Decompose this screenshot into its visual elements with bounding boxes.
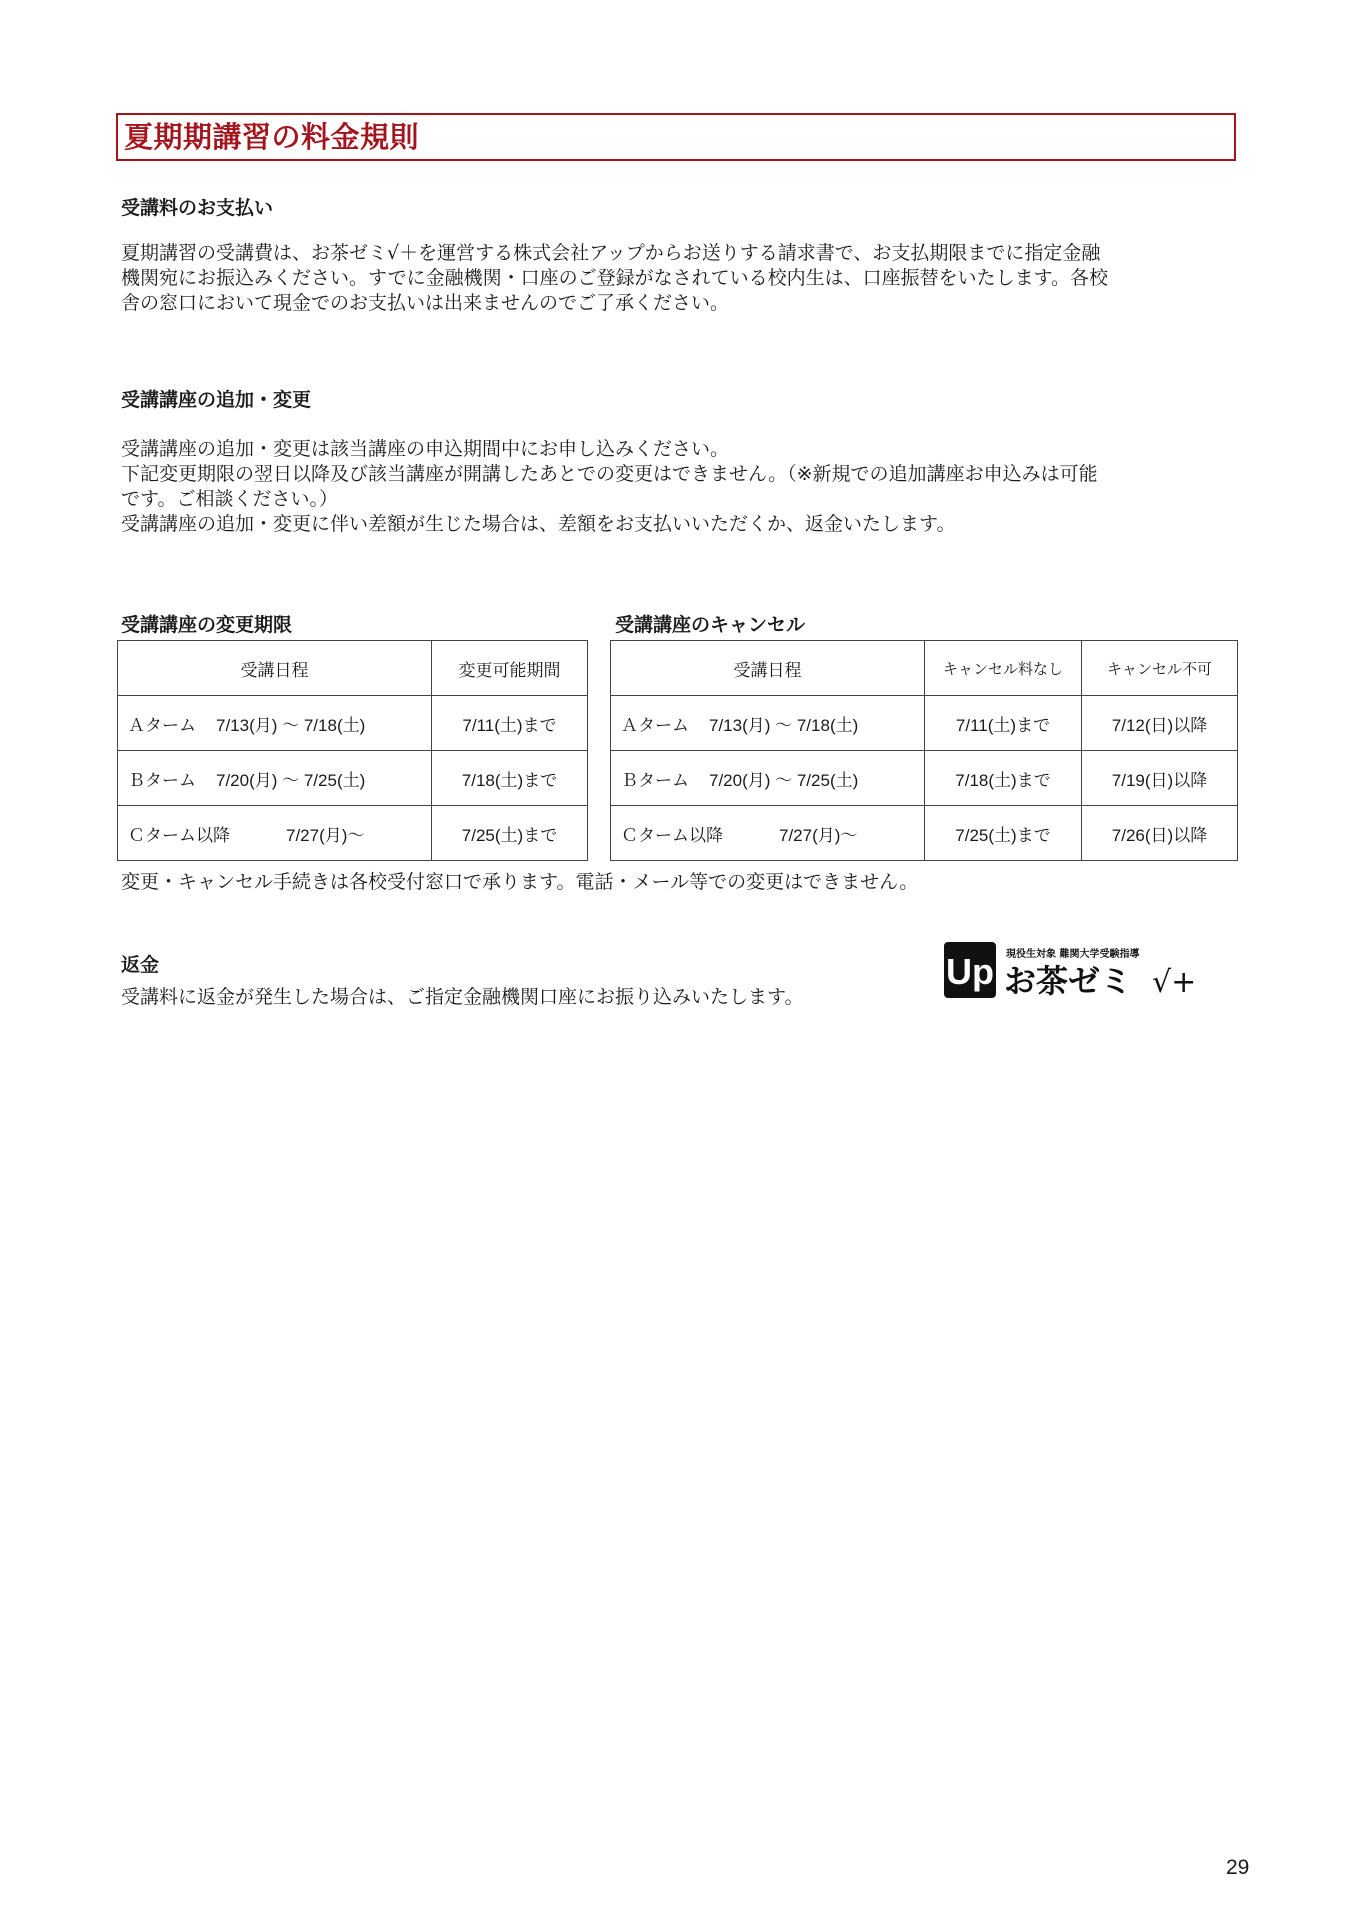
logo-tagline: 現役生対象 難関大学受験指導 bbox=[1006, 949, 1140, 960]
table-header-row bbox=[611, 641, 1238, 696]
deadline-cell: 7/25(土)まで bbox=[432, 806, 588, 861]
brand-logo bbox=[942, 940, 1222, 1002]
cancel-table bbox=[610, 640, 1238, 861]
term-dates: 7/27(月)～ bbox=[779, 825, 858, 845]
schedule-cell bbox=[118, 751, 432, 806]
change-line-4: 受講講座の追加・変更に伴い差額が生じた場合は、差額をお支払いいただくか、返金いたします。 bbox=[121, 513, 956, 535]
schedule-cell bbox=[611, 806, 925, 861]
change-line-3: です。ご相談ください。） bbox=[121, 488, 338, 510]
term-label: Ａターム bbox=[621, 715, 689, 736]
header-schedule: 受講日程 bbox=[611, 641, 925, 696]
payment-line-1: 夏期講習の受講費は、お茶ゼミ√＋を運営する株式会社アップからお送りする請求書で、お支払期限までに指定金融 bbox=[121, 242, 1101, 264]
term-label: Ｃターム以降 bbox=[621, 825, 723, 846]
term-dates: 7/27(月)～ bbox=[286, 825, 365, 845]
table-row bbox=[118, 696, 588, 751]
term-dates: 7/13(月) ～ 7/18(土) bbox=[216, 715, 366, 735]
refund-text: 受講料に返金が発生した場合は、ご指定金融機関口座にお振り込みいたします。 bbox=[121, 986, 804, 1008]
table-row bbox=[611, 806, 1238, 861]
cancel-heading: 受講講座のキャンセル bbox=[615, 614, 806, 636]
term-dates: 7/20(月) ～ 7/25(土) bbox=[216, 770, 366, 790]
header-change-period: 変更可能期間 bbox=[432, 641, 588, 696]
change-line-1: 受講講座の追加・変更は該当講座の申込期間中にお申し込みください。 bbox=[121, 438, 730, 460]
refund-heading: 返金 bbox=[121, 954, 160, 976]
change-heading: 受講講座の追加・変更 bbox=[121, 389, 312, 411]
logo-name: お茶ゼミ bbox=[1004, 962, 1133, 1000]
procedure-note: 変更・キャンセル手続きは各校受付窓口で承ります。電話・メール等での変更はできません。 bbox=[121, 871, 919, 893]
payment-text bbox=[121, 241, 1241, 316]
table-row bbox=[611, 696, 1238, 751]
term-label: Ｃターム以降 bbox=[128, 825, 230, 846]
logo-mark: Up bbox=[946, 951, 994, 992]
term-dates: 7/20(月) ～ 7/25(土) bbox=[709, 770, 859, 790]
change-deadline-table bbox=[117, 640, 588, 861]
term-dates: 7/13(月) ～ 7/18(土) bbox=[709, 715, 859, 735]
schedule-cell bbox=[611, 696, 925, 751]
payment-line-2: 機関宛にお振込みください。すでに金融機関・口座のご登録がなされている校内生は、口座振替をいたします。各校 bbox=[121, 267, 1109, 289]
term-label: Ｂターム bbox=[621, 770, 689, 791]
table-row bbox=[611, 751, 1238, 806]
header-no-cancel-fee: キャンセル料なし bbox=[925, 641, 1082, 696]
free-cancel-cell: 7/11(土)まで bbox=[925, 696, 1082, 751]
free-cancel-cell: 7/25(土)まで bbox=[925, 806, 1082, 861]
table-row bbox=[118, 806, 588, 861]
term-label: Ｂターム bbox=[128, 770, 196, 791]
payment-line-3: 舎の窓口において現金でのお支払いは出来ませんのでご了承ください。 bbox=[121, 292, 730, 314]
deadline-cell: 7/18(土)まで bbox=[432, 751, 588, 806]
logo-icon bbox=[942, 940, 1222, 1002]
schedule-cell bbox=[118, 696, 432, 751]
term-label: Ａターム bbox=[128, 715, 196, 736]
payment-heading: 受講料のお支払い bbox=[121, 197, 274, 219]
no-cancel-cell: 7/19(日)以降 bbox=[1082, 751, 1238, 806]
header-no-cancel: キャンセル不可 bbox=[1082, 641, 1238, 696]
change-line-2: 下記変更期限の翌日以降及び該当講座が開講したあとでの変更はできません。（※新規での追加講座お申込みは可能 bbox=[121, 463, 1098, 485]
change-text bbox=[121, 437, 1241, 537]
change-deadline-heading: 受講講座の変更期限 bbox=[121, 614, 293, 636]
page-number: 29 bbox=[1226, 1856, 1250, 1879]
no-cancel-cell: 7/12(日)以降 bbox=[1082, 696, 1238, 751]
schedule-cell bbox=[118, 806, 432, 861]
schedule-cell bbox=[611, 751, 925, 806]
table-header-row bbox=[118, 641, 588, 696]
deadline-cell: 7/11(土)まで bbox=[432, 696, 588, 751]
page-title: 夏期期講習の料金規則 bbox=[116, 113, 1236, 161]
table-row bbox=[118, 751, 588, 806]
free-cancel-cell: 7/18(土)まで bbox=[925, 751, 1082, 806]
header-schedule: 受講日程 bbox=[118, 641, 432, 696]
no-cancel-cell: 7/26(日)以降 bbox=[1082, 806, 1238, 861]
logo-suffix: √+ bbox=[1152, 965, 1197, 1000]
